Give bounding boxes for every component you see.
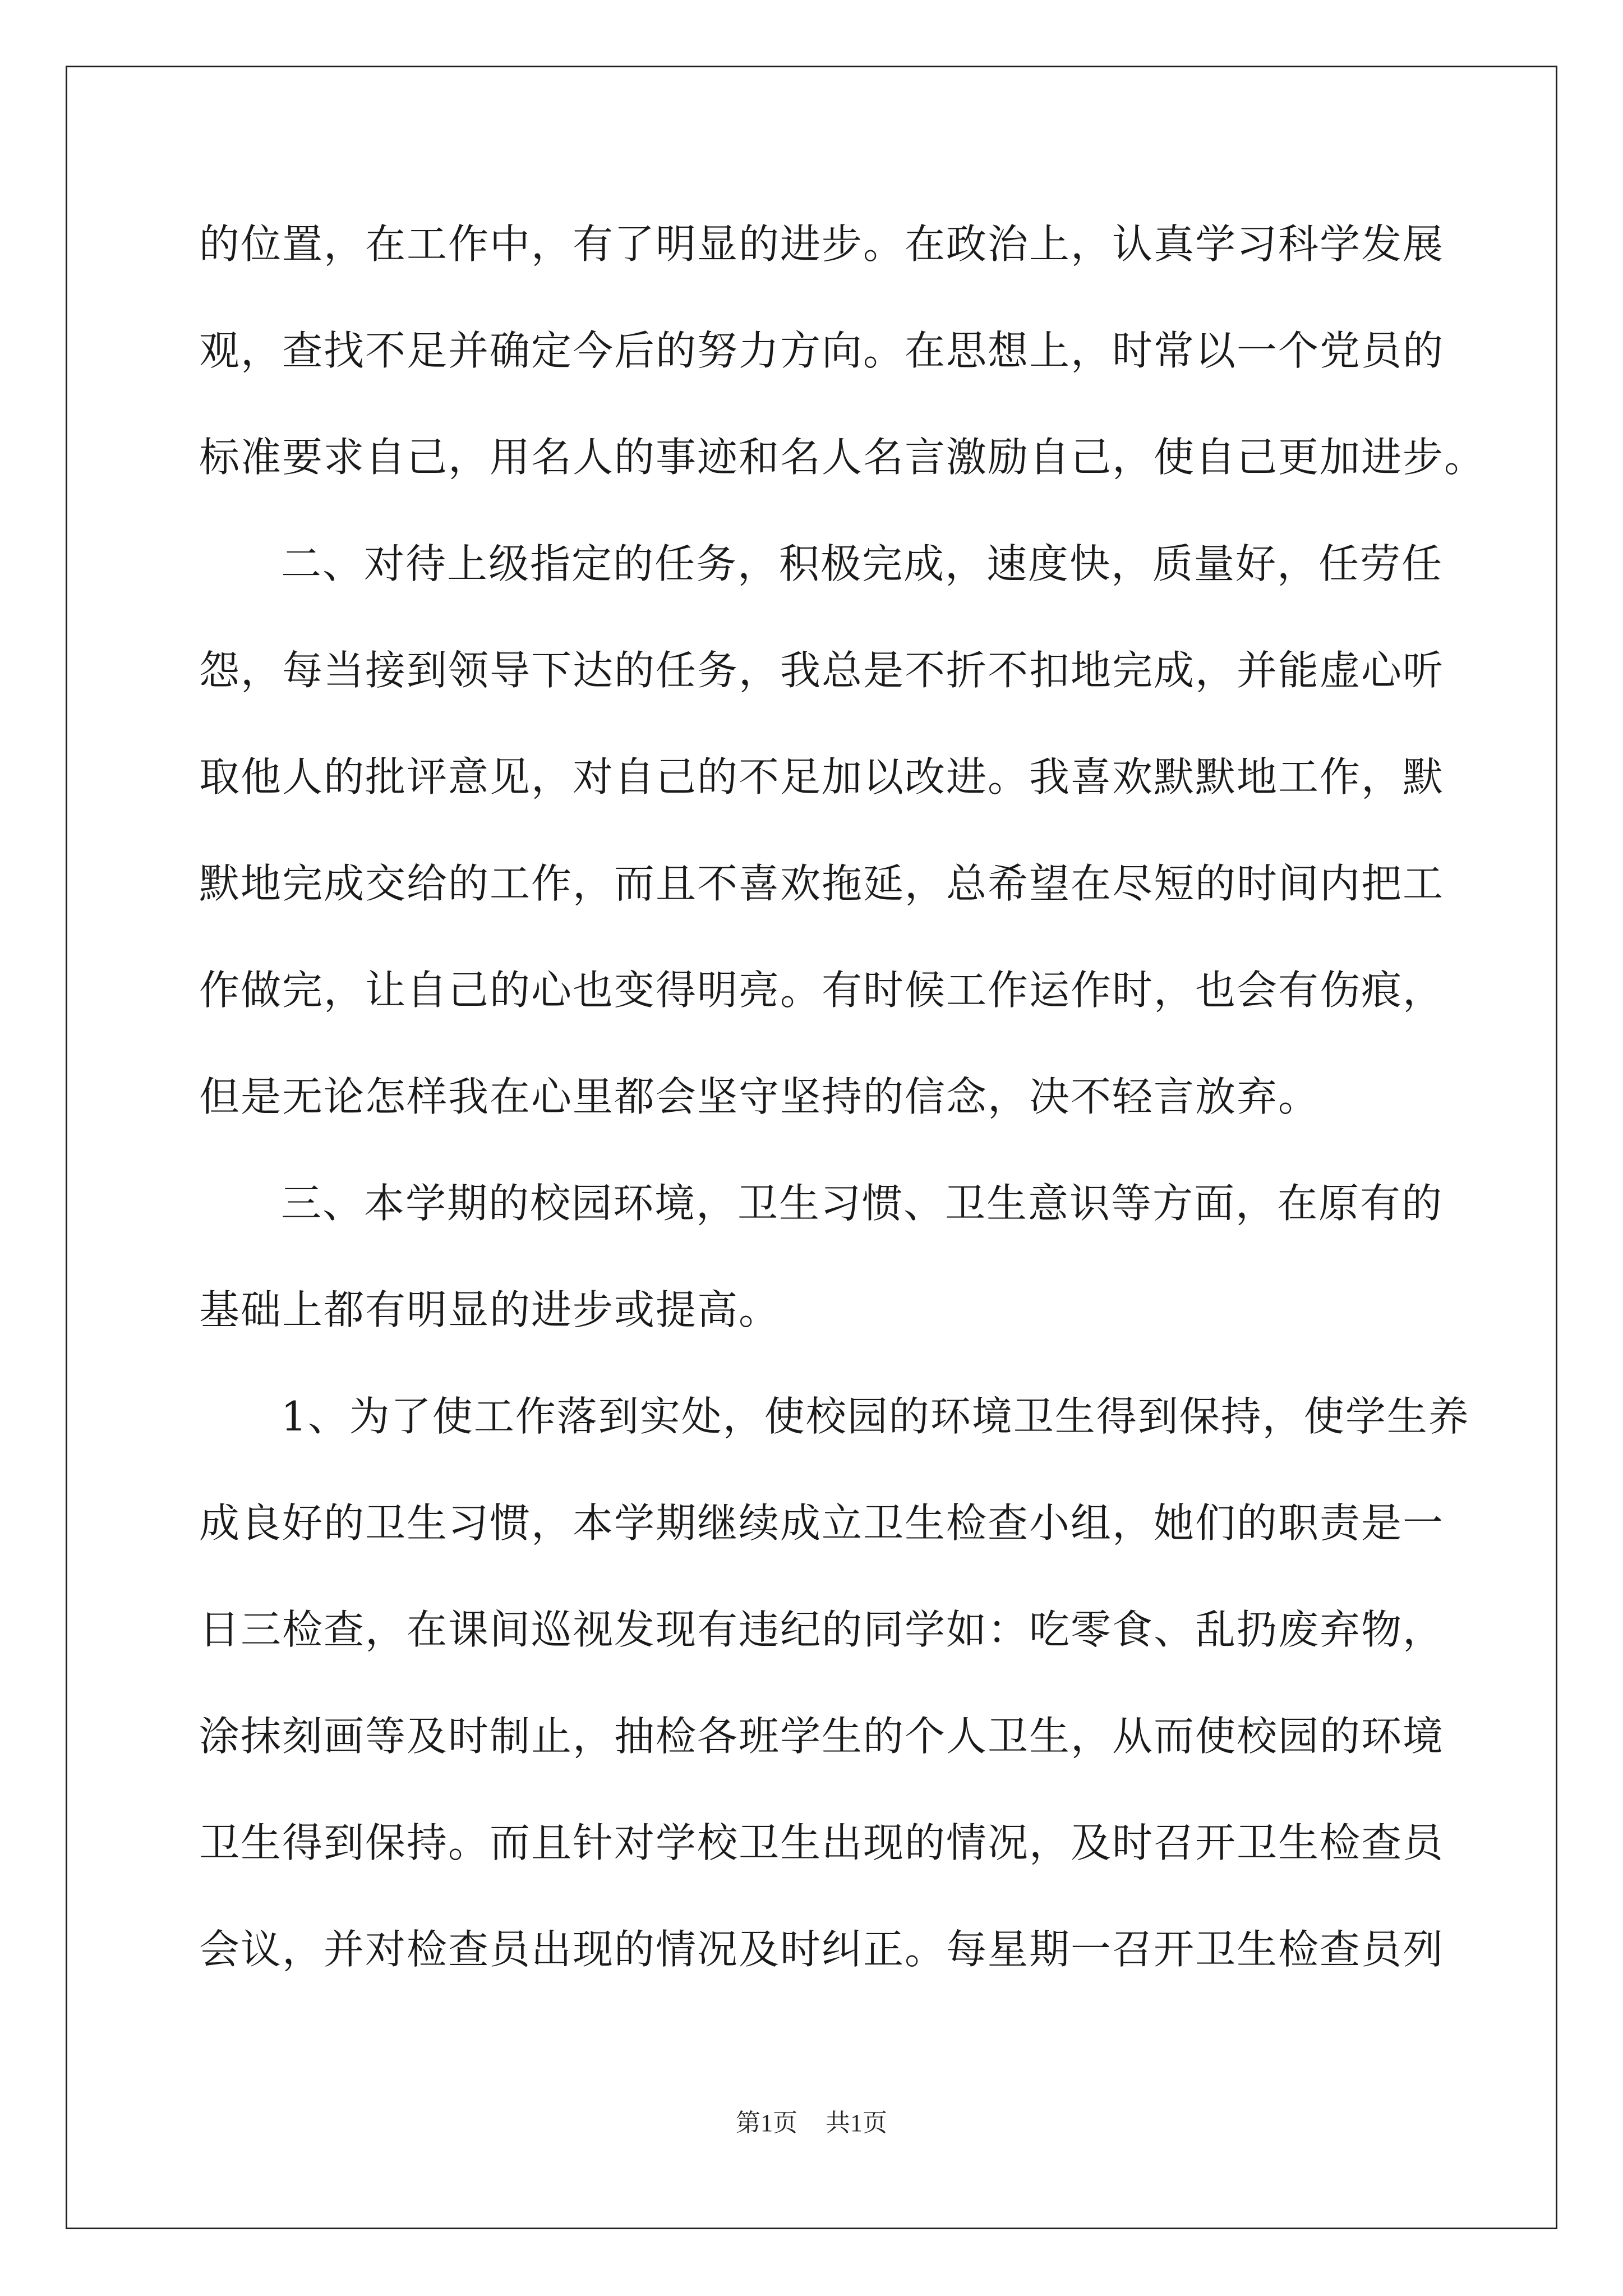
page-footer (0, 2106, 1623, 2140)
text-line: 日三检查，在课间巡视发现有违纪的同学如：吃零食、乱扔废弃物， (199, 1606, 1445, 1653)
text-line: 默地完成交给的工作，而且不喜欢拖延，总希望在尽短的时间内把工 (199, 860, 1445, 907)
paragraph-start-line: 1、为了使工作落到实处，使校园的环境卫生得到保持，使学生养 (281, 1393, 1470, 1440)
text-line: 观，查找不足并确定今后的努力方向。在思想上，时常以一个党员的 (199, 327, 1445, 374)
text-line: 成良好的卫生习惯，本学期继续成立卫生检查小组，她们的职责是一 (199, 1499, 1445, 1547)
text-line: 怨，每当接到领导下达的任务，我总是不折不扣地完成，并能虚心听 (199, 647, 1445, 694)
text-line: 取他人的批评意见，对自己的不足加以改进。我喜欢默默地工作，默 (199, 753, 1445, 800)
text-line: 作做完，让自己的心也变得明亮。有时候工作运作时，也会有伤痕， (199, 967, 1445, 1014)
text-line: 涂抹刻画等及时制止，抽检各班学生的个人卫生，从而使校园的环境 (199, 1713, 1445, 1760)
page-number-current: 第1页 (736, 2109, 797, 2137)
text-line: 但是无论怎样我在心里都会坚守坚持的信念，决不轻言放弃。 (199, 1073, 1320, 1120)
text-line: 的位置，在工作中，有了明显的进步。在政治上，认真学习科学发展 (199, 220, 1445, 268)
text-line: 基础上都有明显的进步或提高。 (199, 1286, 781, 1333)
text-line: 卫生得到保持。而且针对学校卫生出现的情况，及时召开卫生检查员 (199, 1819, 1445, 1866)
paragraph-start-line: 三、本学期的校园环境，卫生习惯、卫生意识等方面，在原有的 (281, 1180, 1444, 1227)
paragraph-start-line: 二、对待上级指定的任务，积极完成，速度快，质量好，任劳任 (281, 540, 1444, 587)
text-line: 会议，并对检查员出现的情况及时纠正。每星期一召开卫生检查员列 (199, 1926, 1445, 1973)
page-number-total: 共1页 (826, 2109, 887, 2137)
document-body (199, 191, 1486, 2003)
text-line: 标准要求自己，用名人的事迹和名人名言激励自己，使自己更加进步。 (199, 434, 1486, 481)
